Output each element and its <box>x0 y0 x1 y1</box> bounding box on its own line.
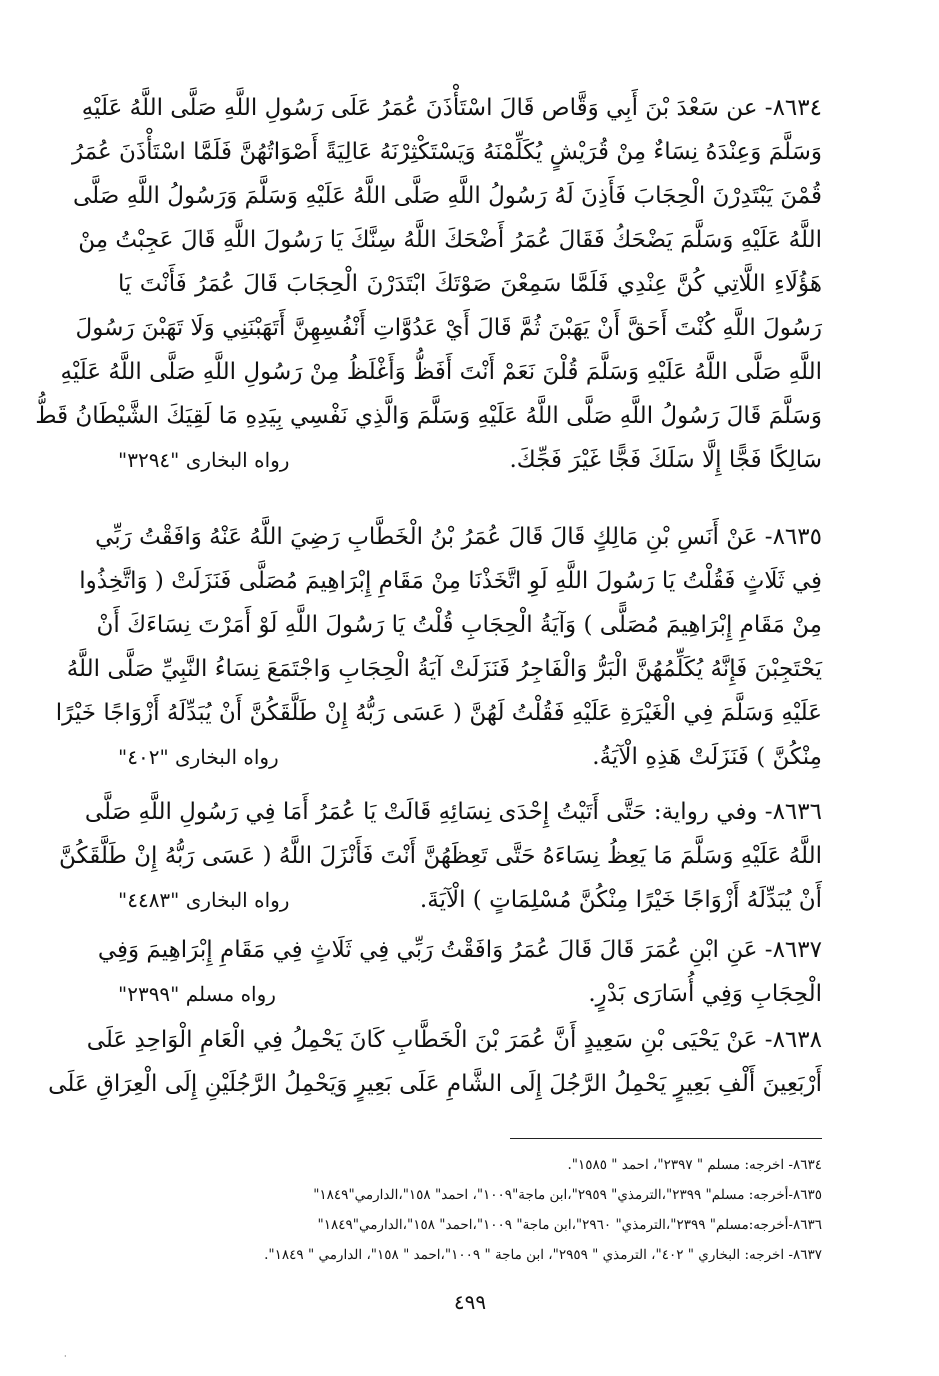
closing-line <box>118 735 822 779</box>
footnotes <box>150 1150 822 1270</box>
source-citation: رواه البخارى "٤٠٢" <box>118 745 279 769</box>
text-line: اللَّهِ صَلَّى اللَّهُ عَلَيْهِ وَسَلَّمَ قُلْنَ نَعَمْ أَنْتَ أَفَظُّ وَأَغْلَظُ مِنْ رَسُولِ اللَّهِ صَلَّى اللَّهُ عَلَيْهِ <box>60 359 822 385</box>
hadith-8634 <box>35 86 822 482</box>
text-line: ٨٦٣٦- وفي رواية: حَتَّى أَتَيْتُ إِحْدَى نِسَائِهِ قَالَتْ يَا عُمَرُ أَمَا فِي رَسُولِ اللَّهِ صَلَّى <box>84 799 822 825</box>
footnote: ٨٦٣٦-أخرجه:مسلم" ٢٣٩٩"،الترمذي" ٢٩٦٠"،ابن ماجة" ١٠٠٩"،احمد" ١٥٨"،الدارمي"١٨٤٩" <box>317 1217 822 1233</box>
footnote: ٨٦٣٥-أخرجه: مسلم" ٢٣٩٩"،الترمذي" ٢٩٥٩"،ابن ماجة"١٠٠٩"، احمد" ١٥٨"،الدارمي"١٨٤٩" <box>313 1187 822 1203</box>
text-line: وَسَلَّمَ وَعِنْدَهُ نِسَاءٌ مِنْ قُرَيْشٍ يُكَلِّمْنَهُ وَيَسْتَكْثِرْنَهُ عَالِيَةً أَصْوَاتُهُنَّ فَلَمَّا اسْتَأْذَنَ عُمَرُ <box>72 139 822 165</box>
footnote: ٨٦٣٤- اخرجه: مسلم " ٢٣٩٧"، احمد " ١٥٨٥". <box>567 1157 822 1173</box>
text-line: قُمْنَ يَبْتَدِرْنَ الْحِجَابَ فَأَذِنَ لَهُ رَسُولُ اللَّهِ صَلَّى اللَّهُ عَلَيْهِ وَسَلَّمَ وَرَسُولُ اللَّهِ صَلَّى <box>72 183 822 209</box>
text-line: هَؤُلَاءِ اللَّاتِي كُنَّ عِنْدِي فَلَمَّا سَمِعْنَ صَوْتَكَ ابْتَدَرْنَ الْحِجَابَ قَالَ عُمَرُ فَأَنْتَ يَا <box>118 271 822 297</box>
text-line: رَسُولَ اللَّهِ كُنْتَ أَحَقَّ أَنْ يَهَبْنَ ثُمَّ قَالَ أَيْ عَدُوَّاتِ أَنْفُسِهِنَّ أَتَهَبْنَنِي وَلَا تَهَبْنَ رَسُولَ <box>75 315 822 341</box>
source-citation: رواه البخارى "٣٢٩٤" <box>118 448 290 472</box>
text-line: مِنْ مَقَامِ إِبْرَاهِيمَ مُصَلًّى ) وَآيَةُ الْحِجَابِ قُلْتُ يَا رَسُولَ اللَّهِ لَوْ أَمَرْتَ نِسَاءَكَ أَنْ <box>96 612 822 638</box>
text-line: عَلَيْهِ وَسَلَّمَ فِي الْغَيْرَةِ عَلَيْهِ فَقُلْتُ لَهُنَّ ( عَسَى رَبُّهُ إِنْ طَلَّقَكُنَّ أَنْ يُبَدِّلَهُ أَزْوَاجًا خَيْرًا <box>55 700 822 726</box>
closing-text: سَالِكًا فَجًّا إِلَّا سَلَكَ فَجًّا غَيْرَ فَجِّكَ. <box>509 447 822 473</box>
hadith-8637 <box>97 928 822 1016</box>
text-line: فِي ثَلَاثٍ فَقُلْتُ يَا رَسُولَ اللَّهِ لَوِ اتَّخَذْنَا مِنْ مَقَامِ إِبْرَاهِيمَ مُصَلَّى فَنَزَلَتْ ( وَاتَّخِذُوا <box>79 568 822 594</box>
closing-line <box>118 438 822 482</box>
text-line: ٨٦٣٨- عَنْ يَحْيَى بْنِ سَعِيدٍ أَنَّ عُمَرَ بْنَ الْخَطَّابِ كَانَ يَحْمِلُ فِي الْعَامِ الْوَاحِدِ عَلَى <box>86 1027 822 1053</box>
text-line: يَحْتَجِبْنَ فَإِنَّهُ يُكَلِّمُهُنَّ الْبَرُّ وَالْفَاجِرُ فَنَزَلَتْ آيَةُ الْحِجَابِ وَاجْتَمَعَ نِسَاءُ النَّبِيِّ صَلَّى اللَّهُ <box>66 656 822 682</box>
scan-speck: · <box>64 1352 67 1361</box>
text-line: اللَّهُ عَلَيْهِ وَسَلَّمَ يَضْحَكُ فَقَالَ عُمَرُ أَضْحَكَ اللَّهُ سِنَّكَ يَا رَسُولَ اللَّهِ قَالَ عَجِبْتُ مِنْ <box>78 227 822 253</box>
hadith-8638 <box>48 1018 822 1106</box>
text-line: أَرْبَعِينَ أَلْفِ بَعِيرٍ يَحْمِلُ الرَّجُلَ إِلَى الشَّامِ عَلَى بَعِيرٍ وَيَحْمِلُ الرَّجُلَيْنِ إِلَى الْعِرَاقِ عَلَى <box>48 1071 822 1097</box>
page-number: ٤٩٩ <box>453 1290 487 1314</box>
closing-text: الْحِجَابِ وَفِي أُسَارَى بَدْرٍ. <box>588 981 822 1007</box>
text-line: اللَّهُ عَلَيْهِ وَسَلَّمَ مَا يَعِظُ نِسَاءَهُ حَتَّى تَعِظَهُنَّ أَنْتَ فَأَنْزَلَ اللَّهُ ( عَسَى رَبُّهُ إِنْ طَلَّقَكُنَّ <box>59 843 822 869</box>
hadith-8636 <box>59 790 822 922</box>
footnote: ٨٦٣٧- اخرجه: البخاري " ٤٠٢"، الترمذي " ٢٩٥٩"، ابن ماجة " ١٠٠٩"،احمد " ١٥٨"، الدارمي " ١٨٤٩". <box>264 1247 822 1263</box>
text-line: ٨٦٣٧- عَنِ ابْنِ عُمَرَ قَالَ قَالَ عُمَرُ وَافَقْتُ رَبِّي فِي ثَلَاثٍ فِي مَقَامِ إِبْرَاهِيمَ وَفِي <box>97 937 822 963</box>
text-line: ٨٦٣٤- عن سَعْدَ بْنَ أَبِي وَقَّاص قَالَ اسْتَأْذَنَ عُمَرُ عَلَى رَسُولِ اللَّهِ صَلَّى اللَّهُ عَلَيْهِ <box>81 95 822 121</box>
closing-line <box>118 972 822 1016</box>
text-line: ٨٦٣٥- عَنْ أَنَسِ بْنِ مَالِكٍ قَالَ قَالَ عُمَرُ بْنُ الْخَطَّابِ رَضِيَ اللَّهُ عَنْهُ وَافَقْتُ رَبِّي <box>95 524 822 550</box>
source-citation: رواه البخارى "٤٤٨٣" <box>118 888 290 912</box>
hadith-8635 <box>55 515 822 779</box>
closing-text: أَنْ يُبَدِّلَهُ أَزْوَاجًا خَيْرًا مِنْكُنَّ مُسْلِمَاتٍ ) الْآيَةَ. <box>419 887 822 913</box>
closing-line <box>118 878 822 922</box>
closing-text: مِنْكُنَّ ) فَنَزَلَتْ هَذِهِ الْآيَةُ. <box>592 744 822 770</box>
footnote-divider <box>510 1138 822 1139</box>
source-citation: رواه مسلم "٢٣٩٩" <box>118 982 276 1006</box>
text-line: وَسَلَّمَ قَالَ رَسُولُ اللَّهِ صَلَّى اللَّهُ عَلَيْهِ وَسَلَّمَ وَالَّذِي نَفْسِي بِيَدِهِ مَا لَقِيَكَ الشَّيْطَانُ قَطُّ <box>35 403 822 429</box>
